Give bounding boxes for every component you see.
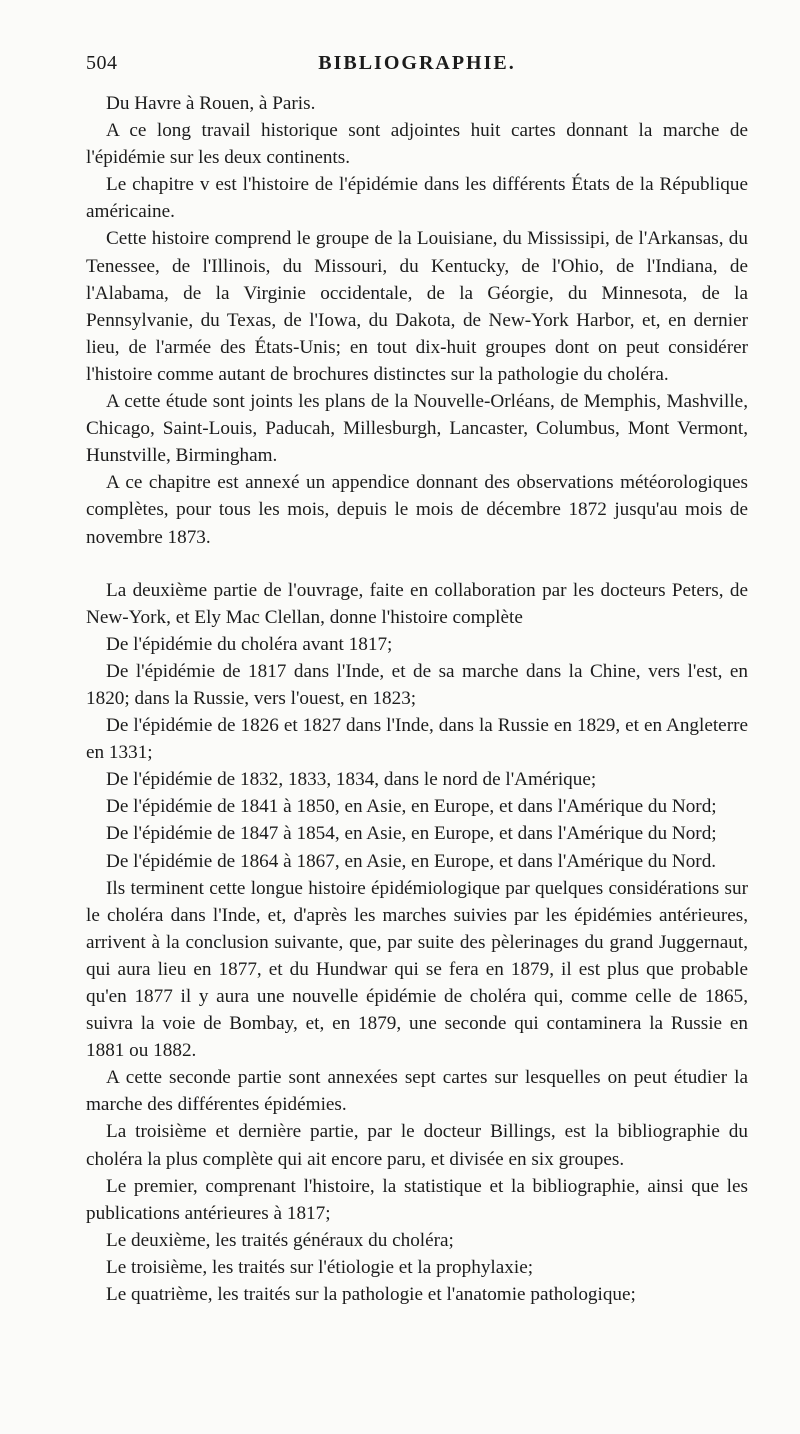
running-head (86, 52, 748, 80)
paragraph-appendix: A ce chapitre est annexé un appendice donnant des observations météorologiques complètes, pour tous les mois, depuis le mois de décembre 1872 jusqu'au mois de novembre 1873. (86, 472, 748, 548)
paragraph-route: Du Havre à Rouen, à Paris. (106, 93, 316, 114)
paragraph-third-part: La troisième et dernière partie, par le docteur Billings, est la bibliographie du choléra la plus complète qui ait encore paru, et divisée en six groupes. (86, 1121, 748, 1170)
paragraph-epidemic-1826: De l'épidémie de 1826 et 1827 dans l'Inde, dans la Russie en 1829, et en Angleterre en 1331; (86, 715, 748, 764)
paragraph-epidemic-before-1817: De l'épidémie du choléra avant 1817; (106, 633, 393, 655)
paragraph-epidemic-1817: De l'épidémie de 1817 dans l'Inde, et de sa marche dans la Chine, vers l'est, en 1820; dans la Russie, vers l'ouest, en 1823; (86, 660, 748, 709)
paragraph-maps: A ce long travail historique sont adjointes huit cartes donnant la marche de l'épidémie sur les deux continents. (86, 120, 748, 169)
paragraph-group-one: Le premier, comprenant l'histoire, la statistique et la bibliographie, ainsi que les publications antérieures à 1817; (86, 1175, 748, 1224)
page-number: 504 (86, 52, 118, 74)
paragraph-city-plans: A cette étude sont joints les plans de la Nouvelle-Orléans, de Memphis, Mashville, Chicago, Saint-Louis, Paducah, Millesburgh, Lancaster, Columbus, Mont Vermont, Hunstville, Birmingham. (86, 391, 748, 467)
paragraph-group-two: Le deuxième, les traités généraux du choléra; (106, 1229, 454, 1251)
paragraph-second-part: La deuxième partie de l'ouvrage, faite en collaboration par les docteurs Peters, de New-York, et Ely Mac Clellan, donne l'histoire complète (86, 579, 748, 628)
paragraph-group-four: Le quatrième, les traités sur la pathologie et l'anatomie pathologique; (106, 1284, 636, 1306)
running-title: BIBLIOGRAPHIE. (318, 52, 516, 74)
paragraph-conclusion: Ils terminent cette longue histoire épidémiologique par quelques considérations sur le choléra dans l'Inde, et, d'après les marches suivies par les épidémies antérieures, arrivent à la conclusion suivante, que, par suite des pèlerinages du grand Juggernaut, qui aura lieu en 1877, et du Hundwar qui se fera en 1879, il est plus que probable qu'en 1877 il y aura une nouvelle épidémie de choléra qui, comme celle de 1865, suivra la voie de Bombay, et, en 1879, une seconde qui contaminera la Russie en 1881 ou 1882. (86, 877, 748, 1062)
paragraph-chapter-v: Le chapitre v est l'histoire de l'épidémie dans les différents États de la République américaine. (86, 174, 748, 223)
paragraph-epidemic-1864: De l'épidémie de 1864 à 1867, en Asie, en Europe, et dans l'Amérique du Nord. (106, 850, 717, 872)
paragraph-seven-maps: A cette seconde partie sont annexées sept cartes sur lesquelles on peut étudier la marche des différentes épidémies. (86, 1067, 748, 1116)
paragraph-epidemic-1832: De l'épidémie de 1832, 1833, 1834, dans le nord de l'Amérique; (106, 769, 597, 791)
paragraph-group-three: Le troisième, les traités sur l'étiologie et la prophylaxie; (106, 1256, 534, 1278)
paragraph-epidemic-1841: De l'épidémie de 1841 à 1850, en Asie, en Europe, et dans l'Amérique du Nord; (106, 796, 717, 818)
body-text (86, 90, 748, 1308)
paragraph-epidemic-1847: De l'épidémie de 1847 à 1854, en Asie, en Europe, et dans l'Amérique du Nord; (106, 823, 717, 845)
paragraph-state-groups: Cette histoire comprend le groupe de la Louisiane, du Mississipi, de l'Arkansas, du Tenessee, de l'Illinois, du Missouri, du Kentucky, de l'Ohio, de l'Indiana, de l'Alabama, de la Virginie occidentale, de la Géorgie, du Minnesota, de la Pennsylvanie, du Texas, de l'Iowa, du Dakota, de New-York Harbor, et, en dernier lieu, de l'armée des États-Unis; en tout dix-huit groupes dont on peut considérer l'histoire comme autant de brochures distinctes sur la pathologie du choléra. (86, 228, 748, 385)
